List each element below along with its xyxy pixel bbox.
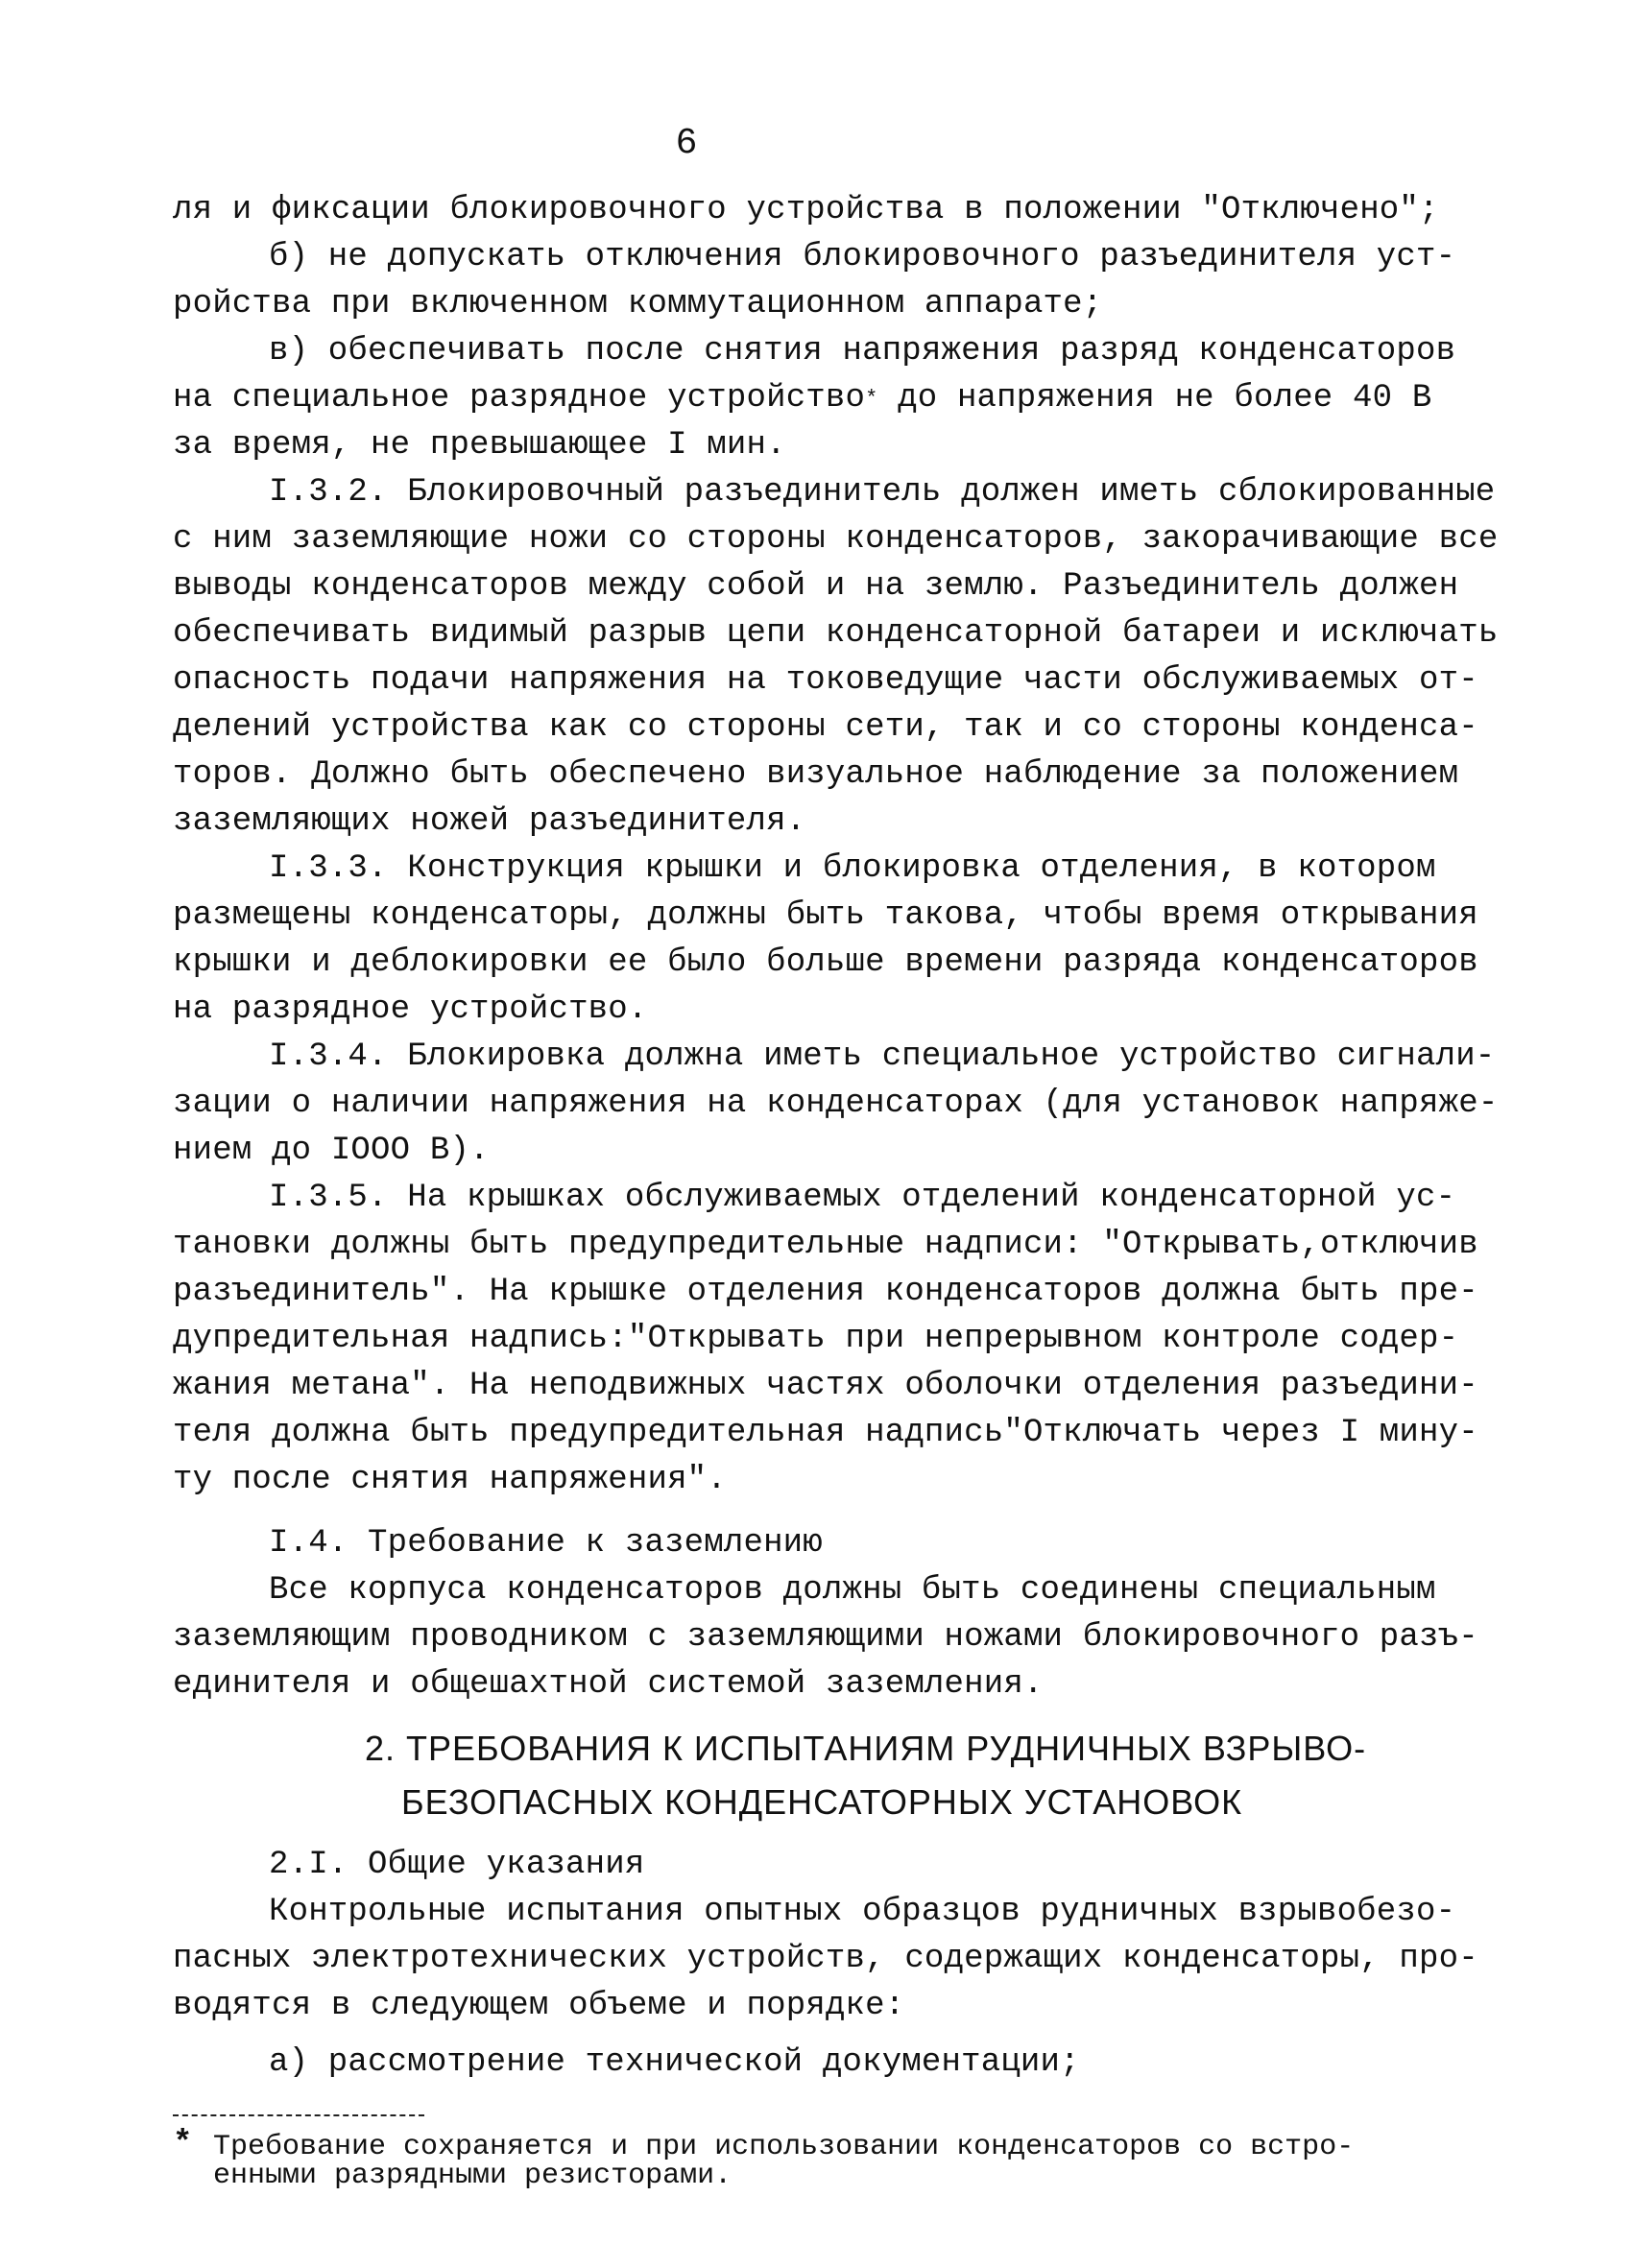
text-line: выводы конденсаторов между собой и на землю. Разъединитель должен [173,568,1459,605]
clause-1-3-5: I.3.5. На крышках обслуживаемых отделений конденсаторной ус- [269,1180,1456,1216]
text-fragment: до напряжения не более 40 В [877,380,1432,417]
text-line: заземляющим проводником с заземляющими ножами блокировочного разъ- [173,1619,1478,1656]
footnote-marker: * [173,2126,193,2162]
text-fragment: на специальное разрядное устройство [173,380,866,417]
text-line: Контрольные испытания опытных образцов рудничных взрывобезо- [269,1894,1456,1930]
text-line: ту после снятия напряжения". [173,1462,727,1498]
section-heading-2-cont: БЕЗОПАСНЫХ КОНДЕНСАТОРНЫХ УСТАНОВОК [401,1782,1243,1822]
page-number: 6 [675,123,698,164]
text-line: нием до IOOO В). [173,1133,490,1169]
text-line: дупредительная надпись:"Открывать при непрерывном контроле содер- [173,1321,1459,1357]
text-line: торов. Должно быть обеспечено визуальное наблюдение за положением [173,756,1459,793]
text-line: на разрядное устройство. [173,991,648,1028]
text-line [173,375,1478,422]
clause-1-3-4: I.3.4. Блокировка должна иметь специальное устройство сигнали- [269,1039,1496,1075]
clause-1-3-2: I.3.2. Блокировочный разъединитель должен иметь сблокированные [269,474,1496,511]
text-line: водятся в следующем объеме и порядке: [173,1988,905,2024]
text-line: заземляющих ножей разъединителя. [173,803,806,840]
footnote-text: енными разрядными резисторами. [213,2160,732,2192]
text-line: жания метана". На неподвижных частях оболочки отделения разъедини- [173,1368,1478,1404]
list-item-b: б) не допускать отключения блокировочного разъединителя уст- [269,239,1456,275]
footnote-ref: * [865,387,878,411]
list-item-a: а) рассмотрение технической документации; [269,2044,1080,2081]
text-line: единителя и общешахтной системой заземления. [173,1666,1044,1703]
section-heading-2-1: 2.I. Общие указания [269,1847,645,1883]
text-line: за время, не превышающее I мин. [173,427,786,464]
text-line: размещены конденсаторы, должны быть такова, чтобы время открывания [173,897,1478,934]
text-line: теля должна быть предупредительная надпись"Отключать через I мину- [173,1415,1478,1451]
text-line: обеспечивать видимый разрыв цепи конденсаторной батареи и исключать [173,615,1499,652]
text-line: пасных электротехнических устройств, содержащих конденсаторы, про- [173,1941,1478,1977]
clause-1-3-3: I.3.3. Конструкция крышки и блокировка отделения, в котором [269,850,1436,887]
text-line: зации о наличии напряжения на конденсаторах (для установок напряже- [173,1086,1499,1122]
list-item-v: в) обеспечивать после снятия напряжения разряд конденсаторов [269,333,1456,370]
text-line: ля и фиксации блокировочного устройства в положении "Отключено"; [173,192,1439,228]
text-line: с ним заземляющие ножи со стороны конденсаторов, закорачивающие все [173,521,1499,558]
text-line: делений устройства как со стороны сети, так и со стороны конденса- [173,709,1478,746]
text-line: Все корпуса конденсаторов должны быть соединены специальным [269,1572,1436,1609]
text-line: крышки и деблокировки ее было больше времени разряда конденсаторов [173,944,1478,981]
text-line: разъединитель". На крышке отделения конденсаторов должна быть пре- [173,1274,1478,1310]
footnote-separator [173,2114,424,2116]
section-heading-1-4: I.4. Требование к заземлению [269,1525,823,1562]
text-line: опасность подачи напряжения на токоведущие части обслуживаемых от- [173,662,1478,699]
section-heading-2: 2. ТРЕБОВАНИЯ К ИСПЫТАНИЯМ РУДНИЧНЫХ ВЗРЫВО- [365,1729,1367,1768]
footnote-text: Требование сохраняется и при использовании конденсаторов со встро- [213,2131,1355,2163]
text-line: тановки должны быть предупредительные надписи: "Открывать,отключив [173,1227,1478,1263]
text-line: ройства при включенном коммутационном аппарате; [173,286,1103,322]
